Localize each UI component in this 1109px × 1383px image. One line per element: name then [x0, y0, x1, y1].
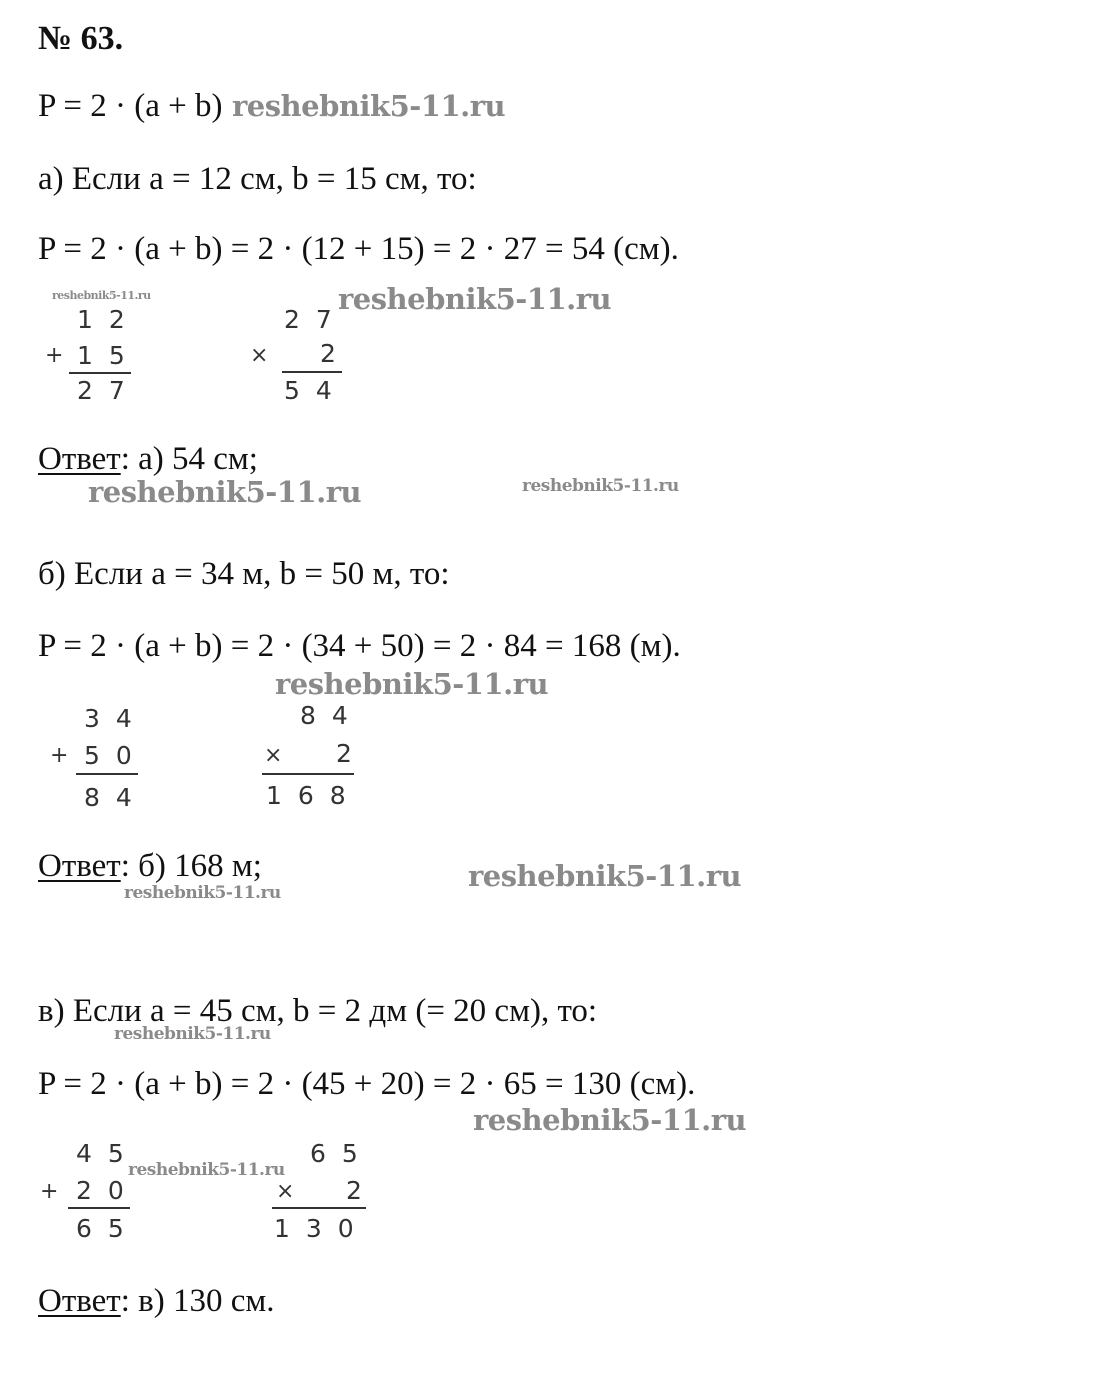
product-top: 8 4 [300, 701, 352, 730]
part-c-answer [38, 1285, 275, 1318]
watermark: reshebnik5-11.ru [128, 1160, 285, 1180]
product-line [272, 1207, 366, 1209]
sum-result: 8 4 [84, 783, 136, 812]
answer-label: Ответ [38, 848, 121, 884]
sum-top: 1 2 [77, 305, 129, 334]
product-bottom: 2 [336, 739, 356, 768]
product-bottom: 2 [346, 1176, 366, 1205]
product-top: 6 5 [310, 1139, 362, 1168]
part-b-condition: б) Если a = 34 м, b = 50 м, то: [38, 556, 450, 592]
answer-text: : а) 54 см; [120, 441, 258, 477]
watermark: reshebnik5-11.ru [114, 1024, 271, 1044]
sum-line [68, 1207, 130, 1209]
watermark: reshebnik5-11.ru [522, 476, 679, 496]
sum-bottom: 2 0 [76, 1176, 128, 1205]
answer-label: Ответ [38, 441, 121, 477]
watermark: reshebnik5-11.ru [88, 475, 362, 509]
plus-sign: + [50, 743, 69, 768]
product-bottom: 2 [320, 339, 340, 368]
problem-number: № 63. [38, 20, 124, 57]
part-c-product-column [270, 1138, 380, 1248]
watermark: reshebnik5-11.ru [124, 883, 281, 903]
product-top: 2 7 [284, 305, 336, 334]
part-c-sum-column [40, 1138, 140, 1248]
part-a-condition: а) Если a = 12 см, b = 15 см, то: [38, 161, 477, 197]
part-b-product-column [260, 703, 370, 813]
part-b-sum-column [50, 703, 150, 813]
part-a-equation: P = 2 · (a + b) = 2 · (12 + 15) = 2 · 27 = 54 (см). [38, 231, 679, 267]
sum-bottom: 1 5 [77, 341, 129, 370]
product-result: 5 4 [284, 376, 336, 405]
part-b-answer [38, 850, 262, 883]
answer-label: Ответ [38, 1283, 121, 1319]
product-result: 1 3 0 [274, 1214, 358, 1243]
watermark: reshebnik5-11.ru [473, 1103, 747, 1137]
watermark: reshebnik5-11.ru [338, 282, 612, 316]
part-a-product-column [250, 305, 360, 405]
watermark: reshebnik5-11.ru [232, 89, 506, 123]
sum-top: 3 4 [84, 704, 136, 733]
answer-text: : в) 130 см. [120, 1283, 275, 1319]
perimeter-formula: P = 2 · (a + b) [38, 88, 223, 124]
product-result: 1 6 8 [266, 781, 350, 810]
watermark: reshebnik5-11.ru [275, 667, 549, 701]
sum-line [76, 773, 138, 775]
part-c-condition: в) Если a = 45 см, b = 2 дм (= 20 см), то: [38, 993, 598, 1029]
product-line [262, 773, 354, 775]
sum-result: 6 5 [76, 1214, 128, 1243]
watermark: reshebnik5-11.ru [468, 859, 742, 893]
product-line [282, 371, 342, 373]
answer-text: : б) 168 м; [120, 848, 262, 884]
sum-top: 4 5 [76, 1139, 128, 1168]
times-sign: × [264, 743, 283, 768]
sum-result: 2 7 [77, 376, 129, 405]
sum-bottom: 5 0 [84, 741, 136, 770]
part-c-equation: P = 2 · (a + b) = 2 · (45 + 20) = 2 · 65 = 130 (см). [38, 1066, 696, 1102]
part-a-answer [38, 443, 258, 476]
plus-sign: + [40, 1179, 59, 1204]
plus-sign: + [45, 343, 64, 368]
watermark: reshebnik5-11.ru [52, 289, 151, 302]
part-b-equation: P = 2 · (a + b) = 2 · (34 + 50) = 2 · 84 = 168 (м). [38, 628, 681, 664]
part-a-sum-column [45, 305, 145, 405]
times-sign: × [276, 1179, 295, 1204]
times-sign: × [250, 343, 269, 368]
sum-line [69, 372, 131, 374]
